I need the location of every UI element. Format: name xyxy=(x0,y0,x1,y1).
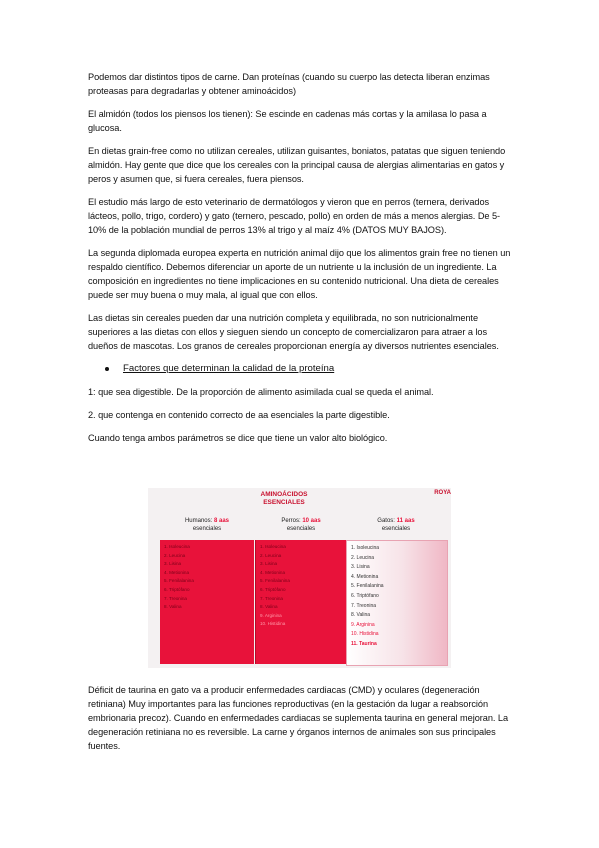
dogs-list-box xyxy=(255,540,348,664)
paragraph-diplomate: La segunda diplomada europea experta en nutrición animal dijo que los alimentos grain free no tienen un respaldo científico. Debemos diferenciar un aporte de un nutriente u la inclusión de un ingrediente. La composición en ingredientes no tiene implicaciones en su contenido nutricional. Una dieta de cereales puede ser muy buena o muy mala, al igual que con ellos. xyxy=(88,248,511,300)
cats-label: Gatos: xyxy=(377,518,395,524)
list-item: 8. Valina xyxy=(164,604,182,610)
list-item: 4. Metionina xyxy=(260,569,286,575)
column-header-dogs xyxy=(255,517,347,533)
humans-count: 8 aas xyxy=(214,518,230,524)
list-item: 2. Leucina xyxy=(351,554,375,561)
list-item: 10. Histidina xyxy=(351,631,379,638)
list-item: 1. Isoleucina xyxy=(164,544,190,549)
document-body xyxy=(88,70,512,454)
list-item: 4. Metionina xyxy=(351,573,379,580)
figure-title xyxy=(238,491,330,507)
dogs-amino-list xyxy=(256,540,348,629)
cats-amino-list xyxy=(347,541,447,650)
list-item: 2. Leucina xyxy=(260,552,282,558)
cats-count: 11 aas xyxy=(396,518,415,524)
humans-suffix: esenciales xyxy=(192,526,222,532)
list-item: 6. Triptófano xyxy=(164,586,190,592)
document-body-bottom xyxy=(88,683,512,762)
list-item: 5. Fenilalanina xyxy=(164,578,194,584)
column-header-humans xyxy=(160,517,254,533)
list-item: 8. Valina xyxy=(260,604,278,610)
cats-list-box xyxy=(346,540,448,666)
list-item: 7. Treonina xyxy=(260,595,283,601)
list-item: 5. Fenilalanina xyxy=(351,583,384,590)
paragraph-proteins: Podemos dar distintos tipos de carne. Dan proteínas (cuando su cuerpo las detecta liberan enzimas proteasas para degradarlas y obtener aminoácidos) xyxy=(88,72,490,96)
paragraph-cereal-free-diets: Las dietas sin cereales pueden dar una nutrición completa y equilibrada, no son nutricionalmente superiores a las dietas con ellos y sieguen siendo un concepto de comercializaron para atraer a los dueños de mascotas. Los granos de cereales proporcionan energía ay diversos nutrientes esenciales. xyxy=(88,313,499,351)
dogs-count: 10 aas xyxy=(302,518,321,524)
list-item: 3. Lisina xyxy=(164,561,182,567)
brand-text: ROYA xyxy=(434,490,451,496)
list-item: 5. Fenilalanina xyxy=(260,578,290,584)
list-item: 9. Arginina xyxy=(351,621,375,628)
paragraph-study: El estudio más largo de esto veterinario de dermatólogos y vieron que en perros (ternera, derivados lácteos, pollo, trigo, cordero) y gato (ternero, pescado, pollo) en orden de más a menos alergias. De 5-10% de la población mundial de perros 13% al trigo y al maíz 4% (DATOS MUY BAJOS). xyxy=(88,197,501,235)
list-item: 11. Taurina xyxy=(351,640,377,647)
list-item: 1. Isoleucina xyxy=(351,545,380,551)
list-item: 10. Histidina xyxy=(260,621,286,627)
figure-title-line2: ESENCIALES xyxy=(263,499,305,506)
bullet-item xyxy=(88,362,512,376)
list-item: 9. Arginina xyxy=(260,612,282,618)
bullet-dot-icon xyxy=(105,367,109,371)
list-item: 3. Lisina xyxy=(351,564,370,571)
list-item: 4. Metionina xyxy=(164,569,190,575)
dogs-suffix: esenciales xyxy=(286,526,316,532)
column-header-cats xyxy=(346,517,446,533)
paragraph-biological-value: Cuando tenga ambos parámetros se dice que tiene un valor alto biológico. xyxy=(88,433,388,443)
paragraph-essential-aa: 2. que contenga en contenido correcto de aa esenciales la parte digestible. xyxy=(88,410,390,420)
humans-list-box xyxy=(160,540,254,664)
paragraph-starch: El almidón (todos los piensos los tienen): Se escinde en cadenas más cortas y la amilasa lo pasa a glucosa. xyxy=(88,109,487,133)
list-item: 3. Lisina xyxy=(260,561,278,567)
list-item: 6. Triptófano xyxy=(351,592,379,599)
list-item: 7. Treonina xyxy=(164,595,187,601)
dogs-label: Perros: xyxy=(281,518,301,524)
list-item: 7. Treonina xyxy=(351,602,377,609)
bullet-heading: Factores que determinan la calidad de la proteína xyxy=(123,363,335,374)
essential-amino-acids-figure xyxy=(148,488,451,668)
list-item: 6. Triptófano xyxy=(260,586,286,592)
humans-label: Humanos: xyxy=(184,518,213,524)
list-item: 8. Valina xyxy=(351,612,371,619)
paragraph-digestible: 1: que sea digestible. De la proporción de alimento asimilada cual se queda el animal. xyxy=(88,387,434,397)
paragraph-taurine-deficit: Déficit de taurina en gato va a producir enfermedades cardiacas (CMD) y oculares (degeneración retiniana) Muy importantes para las funciones reproductivas (en la gestación da lugar a reabsorción embrionaria precoz). Cuando en enfermedades cardiacas se suplementa taurina en general mejoran. La degeneración retiniana no es reversible. La carne y órganos internos de animales son sus principales fuentes. xyxy=(88,685,509,751)
paragraph-grain-free: En dietas grain-free como no utilizan cereales, utilizan guisantes, boniatos, patatas que siguen teniendo almidón. Hay gente que dice que los cereales con la principal causa de alergias alimentarias en gatos y peros y asumen que, si fuera cereales, fuera piensos. xyxy=(88,146,506,184)
figure-title-line1: AMINOÁCIDOS xyxy=(260,491,308,498)
cats-suffix: esenciales xyxy=(381,526,411,532)
brand-logo-text xyxy=(434,490,451,496)
list-item: 2. Leucina xyxy=(164,552,186,558)
list-item: 1. Isoleucina xyxy=(260,544,286,549)
humans-amino-list xyxy=(160,540,254,612)
